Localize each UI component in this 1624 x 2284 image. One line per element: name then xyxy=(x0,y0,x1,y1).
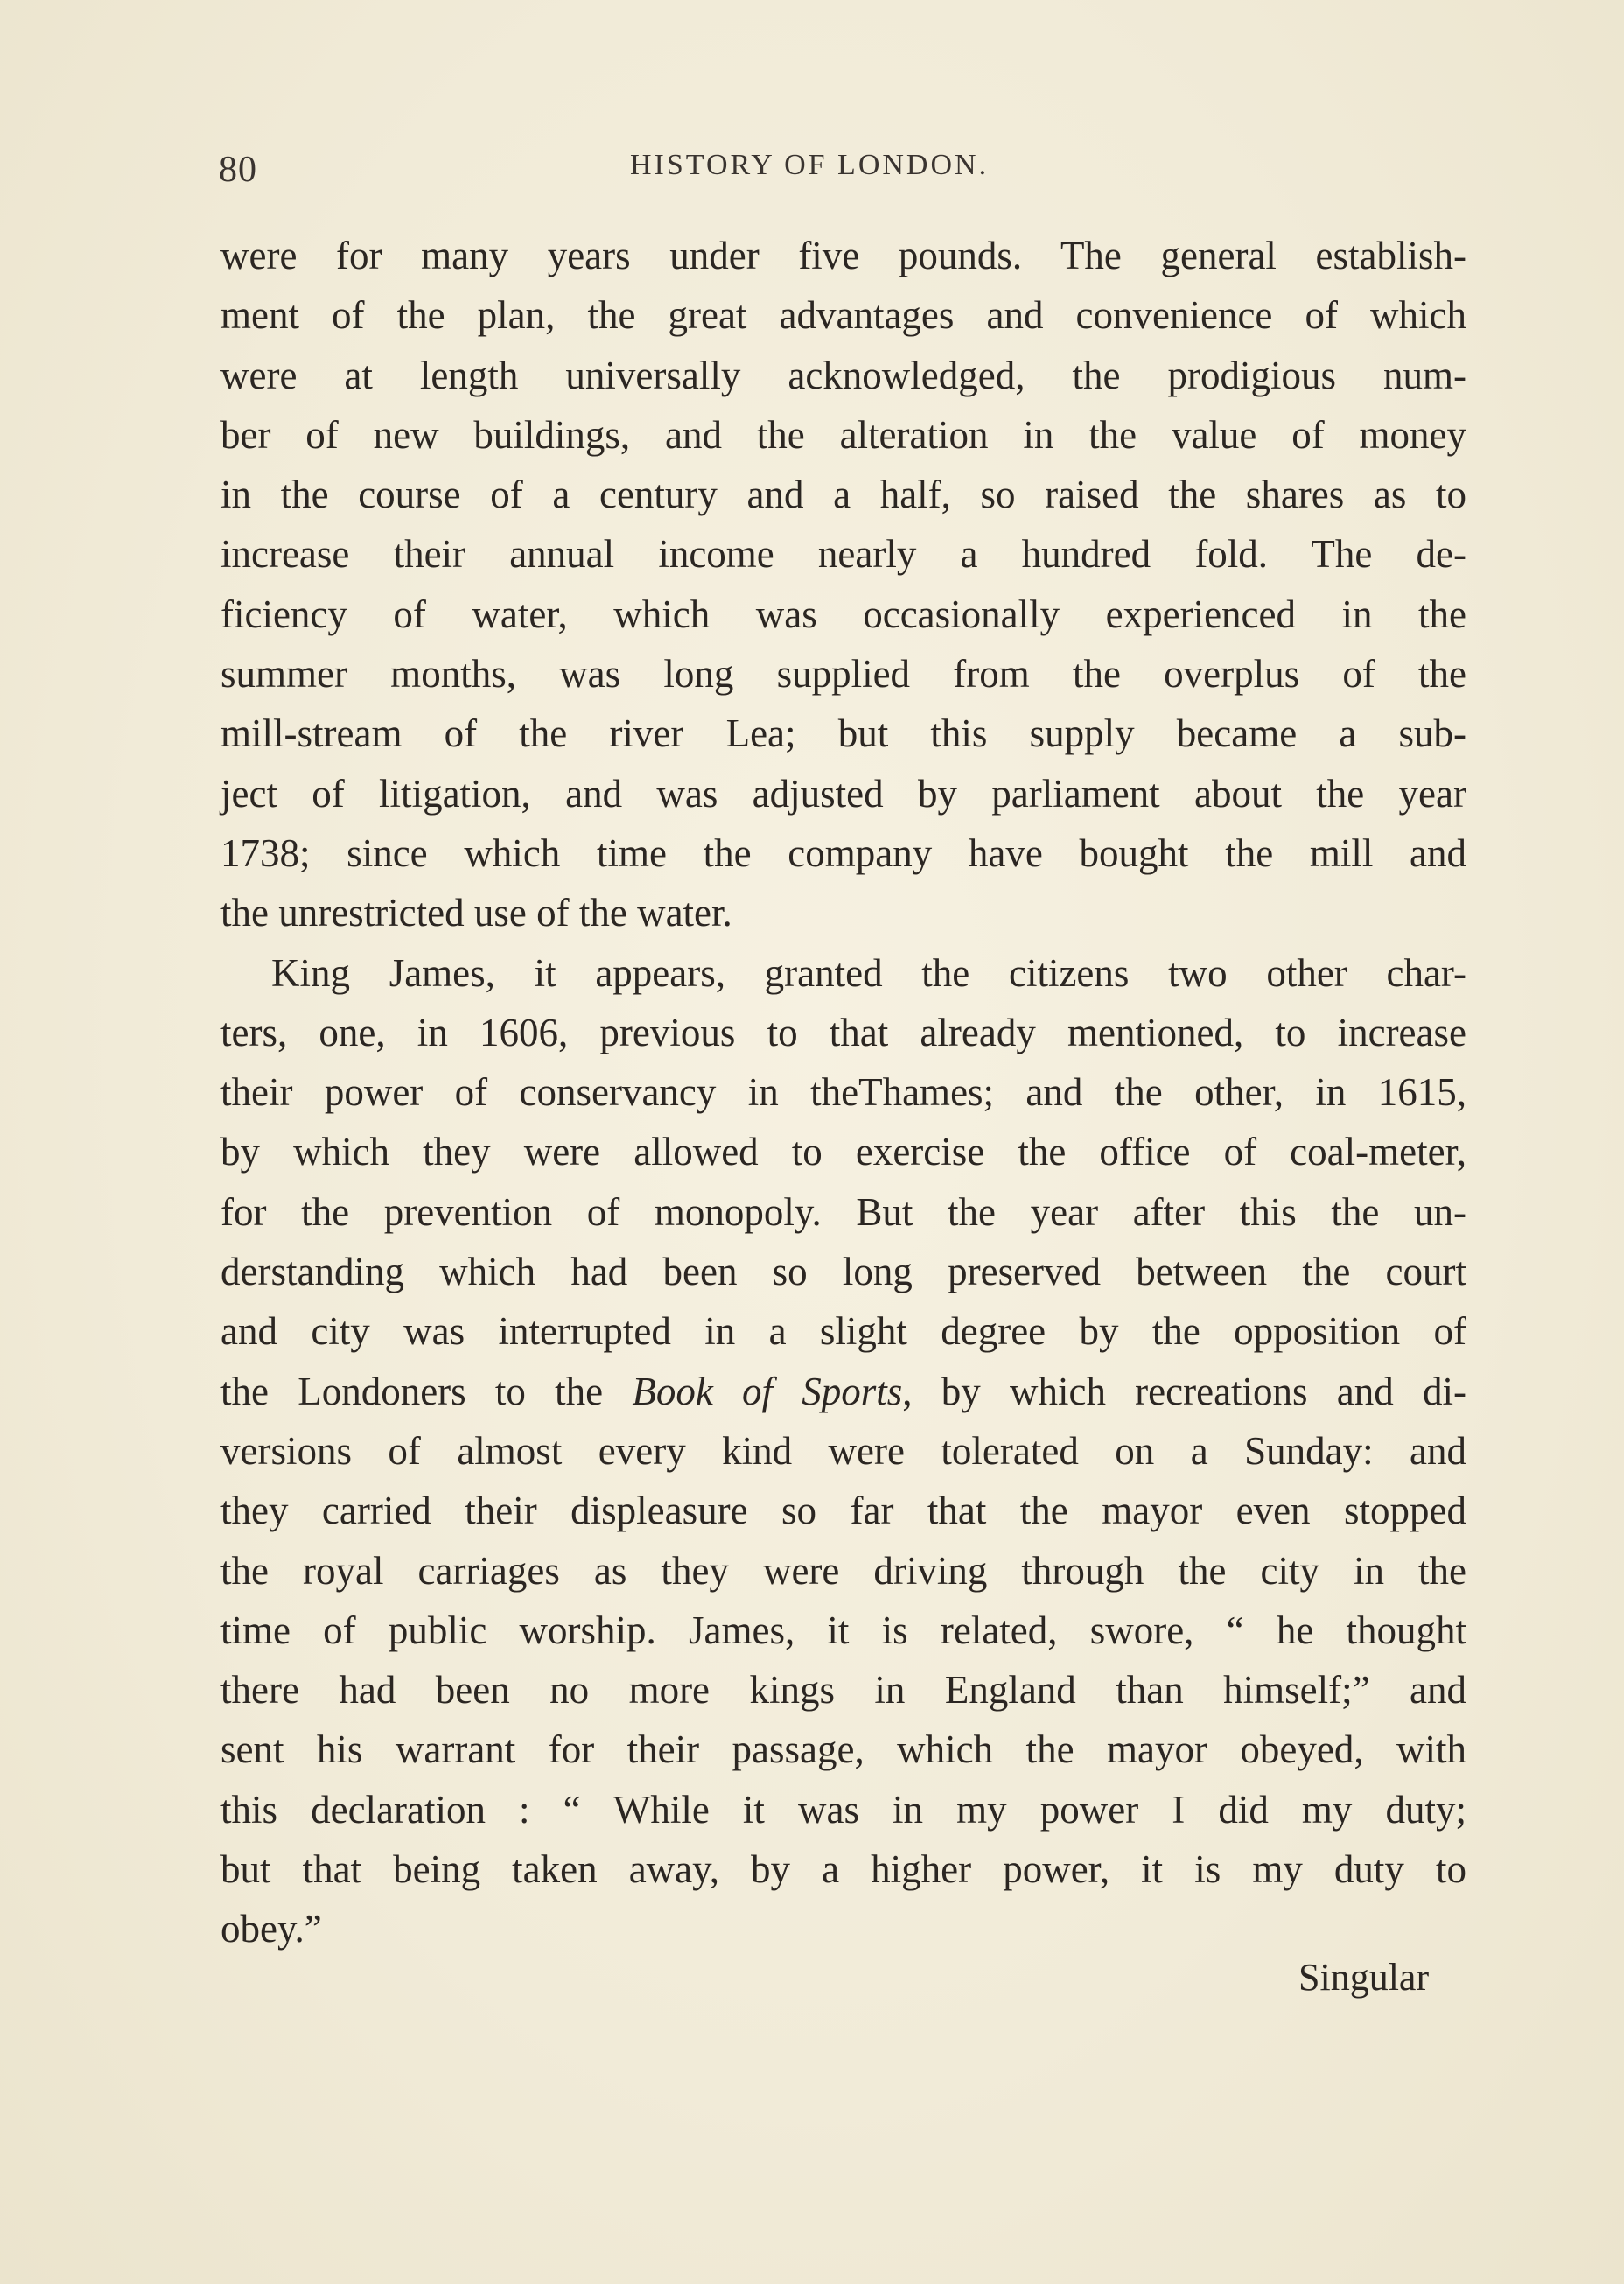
text-line: ment of the plan, the great advantages and convenience of which xyxy=(220,293,1466,338)
text-line: this declaration : “ While it was in my power I did my duty; xyxy=(220,1787,1466,1832)
running-head xyxy=(219,145,1470,198)
text-line: obey.” xyxy=(220,1907,322,1951)
text-line: time of public worship. James, it is related, swore, “ he thought xyxy=(220,1608,1466,1652)
page-number: 80 xyxy=(219,150,257,190)
body-text xyxy=(220,226,1466,1959)
text-line: versions of almost every kind were tolerated on a Sunday: and xyxy=(220,1428,1466,1473)
text-line: but that being taken away, by a higher power, it is my duty to xyxy=(220,1847,1466,1892)
catchword: Singular xyxy=(1298,1956,1430,1999)
text-line xyxy=(220,1362,1466,1421)
text-segment: , by which recreations and di- xyxy=(902,1369,1466,1413)
text-line: sent his warrant for their passage, which the mayor obeyed, with xyxy=(220,1727,1466,1772)
text-line: their power of conservancy in theThames; and the other, in 1615, xyxy=(220,1070,1466,1115)
text-line: ber of new buildings, and the alteration in the value of money xyxy=(220,412,1466,457)
text-line: and city was interrupted in a slight degree by the opposition of xyxy=(220,1309,1466,1354)
text-line: were for many years under five pounds. The general establish- xyxy=(220,234,1466,277)
running-title: HISTORY OF LONDON. xyxy=(630,149,990,181)
text-line: the royal carriages as they were driving through the city in the xyxy=(220,1548,1466,1593)
text-line: for the prevention of monopoly. But the year after this the un- xyxy=(220,1189,1466,1234)
text-line: by which they were allowed to exercise the office of coal-meter, xyxy=(220,1130,1466,1174)
text-line: there had been no more kings in England than himself;” and xyxy=(220,1668,1466,1713)
text-line: they carried their displeasure so far that the mayor even stopped xyxy=(220,1489,1466,1533)
text-line: ject of litigation, and was adjusted by parliament about the year xyxy=(220,771,1466,816)
text-line: in the course of a century and a half, so raised the shares as to xyxy=(220,473,1466,517)
text-line: King James, it appears, granted the citizens two other char- xyxy=(271,950,1466,995)
text-line: ters, one, in 1606, previous to that already mentioned, to increase xyxy=(220,1010,1466,1054)
text-line: mill-stream of the river Lea; but this supply became a sub- xyxy=(220,711,1466,756)
text-line: were at length universally acknowledged, the prodigious num- xyxy=(220,353,1466,397)
text-segment: the Londoners to the xyxy=(220,1369,633,1413)
text-line: ficiency of water, which was occasionally experienced in the xyxy=(220,592,1466,636)
text-line: increase their annual income nearly a hundred fold. The de- xyxy=(220,532,1466,577)
text-line: 1738; since which time the company have bought the mill and xyxy=(220,830,1466,875)
text-line: derstanding which had been so long preserved between the court xyxy=(220,1250,1466,1294)
book-title-italic: Book of Sports xyxy=(632,1369,903,1413)
text-line: the unrestricted use of the water. xyxy=(220,891,732,935)
text-line: summer months, was long supplied from the overplus of the xyxy=(220,652,1466,697)
